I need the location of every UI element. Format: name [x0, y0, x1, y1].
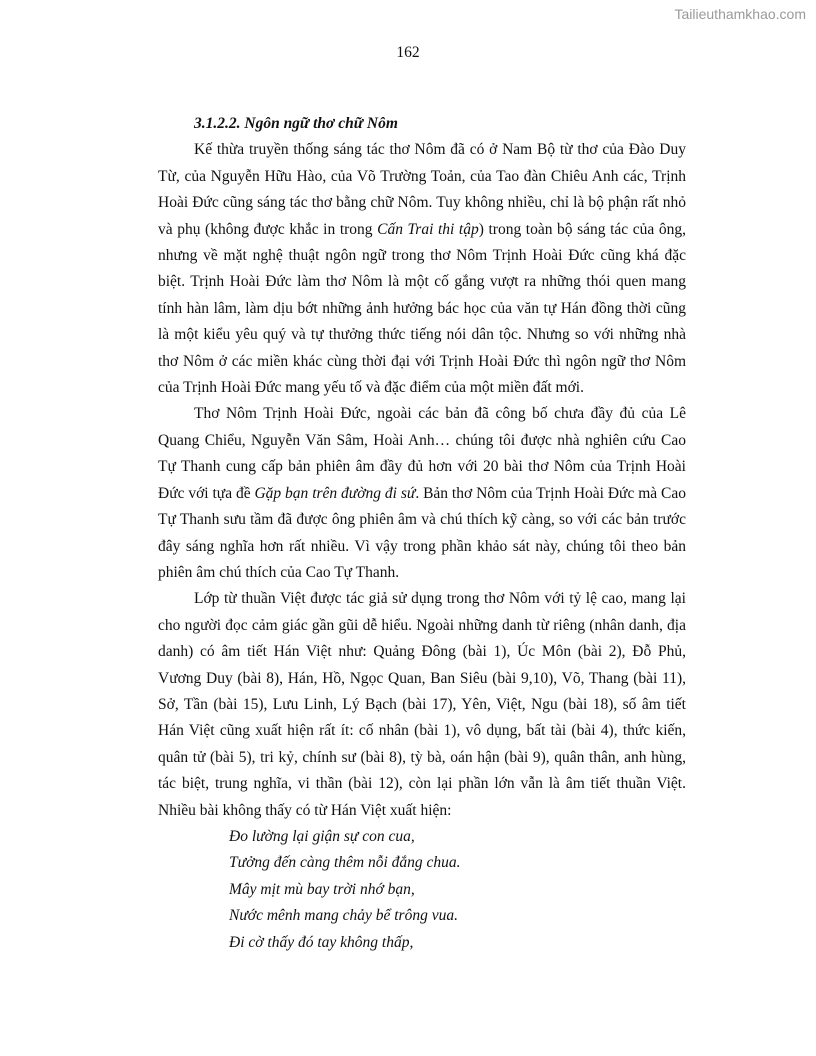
- paragraph-2-text-a: Thơ Nôm Trịnh Hoài Đức, ngoài các bản đã công bố chưa đầy đủ của Lê Quang Chiểu, Nguyễn Văn Sâm, Hoài Anh… chúng tôi được nhà nghiên cứu Cao Tự Thanh cung cấp bản phiên âm đầy đủ hơn với 20 bài thơ Nôm của Trịnh Hoài Đức với tựa đề: [158, 405, 686, 502]
- poem-line-5: Đi cờ thấy đó tay không thấp,: [229, 933, 414, 951]
- paragraph-1-text-a: Kế thừa truyền thống sáng tác thơ Nôm đã có ở Nam Bộ từ thơ của Đào Duy Từ, của Nguyễn Hữu Hào, của Võ Trường Toản, của Tao đàn Chiêu Anh các, Trịnh Hoài Đức cũng sáng tác thơ bằng chữ Nôm. Tuy không nhiều, chỉ là bộ phận rất nhỏ và phụ (không được khắc in trong: [158, 141, 686, 238]
- page-number: 162: [396, 44, 420, 61]
- paragraph-2: [158, 401, 686, 586]
- poem-line-2: Tưởng đến càng thêm nỗi đắng chua.: [229, 854, 461, 872]
- poem-line-3: Mây mịt mù bay trời nhớ bạn,: [229, 880, 415, 898]
- poem-line-4: Nước mênh mang chảy bể trông vua.: [229, 907, 458, 925]
- paragraph-3-text: Lớp từ thuần Việt được tác giả sử dụng trong thơ Nôm với tỷ lệ cao, mang lại cho người đọc cảm giác gần gũi dễ hiểu. Ngoài những danh từ riêng (nhân danh, địa danh) có âm tiết Hán Việt như: Quảng Đông (bài 1), Úc Môn (bài 2), Đỗ Phủ, Vương Duy (bài 8), Hán, Hồ, Ngọc Quan, Ban Siêu (bài 9,10), Võ, Thang (bài 11), Sở, Tần (bài 15), Lưu Linh, Lý Bạch (bài 17), Yên, Việt, Ngu (bài 18), số âm tiết Hán Việt cũng xuất hiện rất ít: cố nhân (bài 1), vô dụng, bất tài (bài 4), thức kiến, quân tử (bài 5), tri kỷ, chính sư (bài 8), tỳ bà, oán hận (bài 9), quân thân, anh hùng, tác biệt, trung nghĩa, vi thần (bài 12), còn lại phần lớn vẫn là âm tiết thuần Việt. Nhiều bài không thấy có từ Hán Việt xuất hiện:: [158, 590, 686, 819]
- paragraph-1-book-title: Cấn Trai thi tập: [377, 220, 479, 238]
- poem-excerpt: [158, 824, 686, 956]
- watermark: Tailieuthamkhao.com: [674, 6, 806, 22]
- paragraph-1: [158, 137, 686, 401]
- section-heading: 3.1.2.2. Ngôn ngữ thơ chữ Nôm: [194, 115, 398, 132]
- paragraph-2-poem-collection-title: Gặp bạn trên đường đi sứ: [254, 484, 416, 502]
- paragraph-3: [158, 586, 686, 824]
- poem-line-1: Đo lường lại giận sự con cua,: [229, 827, 415, 845]
- document-body: [158, 111, 686, 956]
- paragraph-2-text-b: . Bản thơ Nôm của Trịnh Hoài Đức mà Cao Tự Thanh sưu tầm đã được ông phiên âm và chú thích kỹ càng, so với các bản trước đây sáng nghĩa hơn rất nhiều. Vì vậy trong phần khảo sát này, chúng tôi theo bản phiên âm chú thích của Cao Tự Thanh.: [158, 484, 686, 581]
- paragraph-1-text-b: ) trong toàn bộ sáng tác của ông, nhưng về mặt nghệ thuật ngôn ngữ trong thơ Nôm Trịnh Hoài Đức cũng khá đặc biệt. Trịnh Hoài Đức làm thơ Nôm là một cố gắng vượt ra những thói quen mang tính hàn lâm, làm dịu bớt những ảnh hưởng bác học của văn tự Hán đồng thời cũng là một kiểu yêu quý và tự thưởng thức tiếng nói dân tộc. Nhưng so với những nhà thơ Nôm ở các miền khác cùng thời đại với Trịnh Hoài Đức thì ngôn ngữ thơ Nôm của Trịnh Hoài Đức mang yếu tố và đặc điểm của một miền đất mới.: [158, 220, 686, 397]
